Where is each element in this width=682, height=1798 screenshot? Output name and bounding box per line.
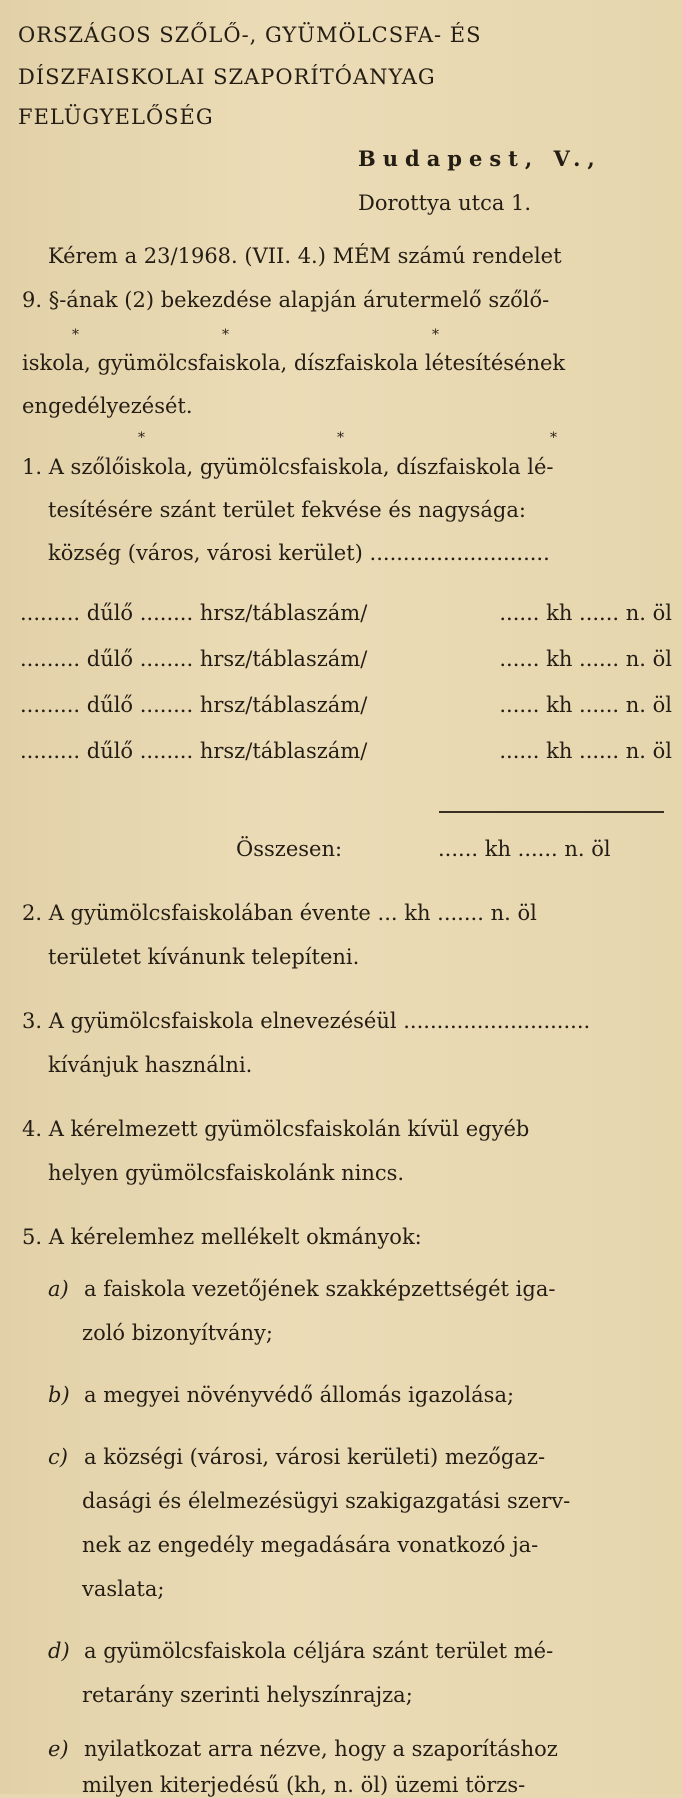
- sum-rule: [439, 811, 664, 813]
- item5a-label: a): [48, 1277, 69, 1301]
- parcel-area-field: ...... kh ...... n. öl: [499, 739, 672, 763]
- item1-line-3: község (város, városi kerület) ...........................: [48, 541, 550, 565]
- item2-line-1: 2. A gyümölcsfaiskolában évente ... kh ....... n. öl: [22, 901, 537, 925]
- star-mark: *: [72, 327, 79, 343]
- item5c-line-1: a községi (városi, városi kerületi) mezőgaz-: [84, 1445, 546, 1469]
- star-mark: *: [138, 430, 145, 446]
- parcel-location-field: ......... dűlő ........ hrsz/táblaszám/: [20, 601, 368, 625]
- parcel-area-field: ...... kh ...... n. öl: [499, 693, 672, 717]
- item5c-line-4: vaslata;: [82, 1577, 165, 1601]
- item5d-label: d): [48, 1639, 70, 1663]
- parcel-location-field: ......... dűlő ........ hrsz/táblaszám/: [20, 693, 368, 717]
- intro-line-1: Kérem a 23/1968. (VII. 4.) MÉM számú rendelet: [48, 244, 562, 268]
- intro-line-4: engedélyezését.: [22, 394, 193, 418]
- item5b-label: b): [48, 1383, 70, 1407]
- parcel-location-field: ......... dűlő ........ hrsz/táblaszám/: [20, 739, 368, 763]
- item3-line-1: 3. A gyümölcsfaiskola elnevezéséül ............................: [22, 1009, 591, 1033]
- total-label: Összesen:: [236, 837, 343, 861]
- org-name-line-3: FELÜGYELŐSÉG: [18, 105, 214, 129]
- total-value: ...... kh ...... n. öl: [438, 837, 611, 861]
- item5e-label: e): [48, 1737, 69, 1761]
- item5d-line-2: retarány szerinti helyszínrajza;: [82, 1683, 413, 1707]
- parcel-area-field: ...... kh ...... n. öl: [499, 647, 672, 671]
- item5-heading: 5. A kérelemhez mellékelt okmányok:: [22, 1225, 422, 1249]
- item5c-line-3: nek az engedély megadására vonatkozó ja-: [82, 1533, 539, 1557]
- item5c-label: c): [48, 1445, 68, 1469]
- parcel-row: [20, 646, 672, 672]
- star-mark: *: [550, 430, 557, 446]
- star-mark: *: [222, 327, 229, 343]
- item5a-line-1: a faiskola vezetőjének szakképzettségét iga-: [84, 1277, 556, 1301]
- intro-line-2: 9. §-ának (2) bekezdése alapján árutermelő szőlő-: [22, 288, 550, 312]
- item2-line-2: területet kívánunk telepíteni.: [48, 945, 360, 969]
- item5e-line-1: nyilatkozat arra nézve, hogy a szaporításhoz: [84, 1737, 558, 1761]
- address-city: Budapest, V.,: [358, 146, 602, 171]
- item5b-line-1: a megyei növényvédő állomás igazolása;: [84, 1383, 515, 1407]
- parcel-area-field: ...... kh ...... n. öl: [499, 601, 672, 625]
- parcel-row: [20, 692, 672, 718]
- star-mark: *: [337, 430, 344, 446]
- address-street: Dorottya utca 1.: [358, 191, 532, 215]
- item1-line-1: 1. A szőlőiskola, gyümölcsfaiskola, díszfaiskola lé-: [22, 455, 554, 479]
- item5a-line-2: zoló bizonyítvány;: [82, 1321, 273, 1345]
- org-name-line-2: DÍSZFAISKOLAI SZAPORÍTÓANYAG: [18, 65, 436, 89]
- item5e-line-2: milyen kiterjedésű (kh, n. öl) üzemi törzs-: [82, 1773, 526, 1797]
- item4-line-2: helyen gyümölcsfaiskolánk nincs.: [48, 1161, 405, 1185]
- item5c-line-2: dasági és élelmezésügyi szakigazgatási szerv-: [82, 1489, 571, 1513]
- org-name-line-1: ORSZÁGOS SZŐLŐ-, GYÜMÖLCSFA- ÉS: [18, 23, 482, 47]
- parcel-row: [20, 600, 672, 626]
- parcel-row: [20, 738, 672, 764]
- item1-line-2: tesítésére szánt terület fekvése és nagysága:: [48, 498, 526, 522]
- star-mark: *: [432, 327, 439, 343]
- item5d-line-1: a gyümölcsfaiskola céljára szánt terület mé-: [84, 1639, 554, 1663]
- intro-line-3: iskola, gyümölcsfaiskola, díszfaiskola létesítésének: [22, 351, 566, 375]
- item3-line-2: kívánjuk használni.: [48, 1053, 253, 1077]
- parcel-location-field: ......... dűlő ........ hrsz/táblaszám/: [20, 647, 368, 671]
- item4-line-1: 4. A kérelmezett gyümölcsfaiskolán kívül egyéb: [22, 1117, 530, 1141]
